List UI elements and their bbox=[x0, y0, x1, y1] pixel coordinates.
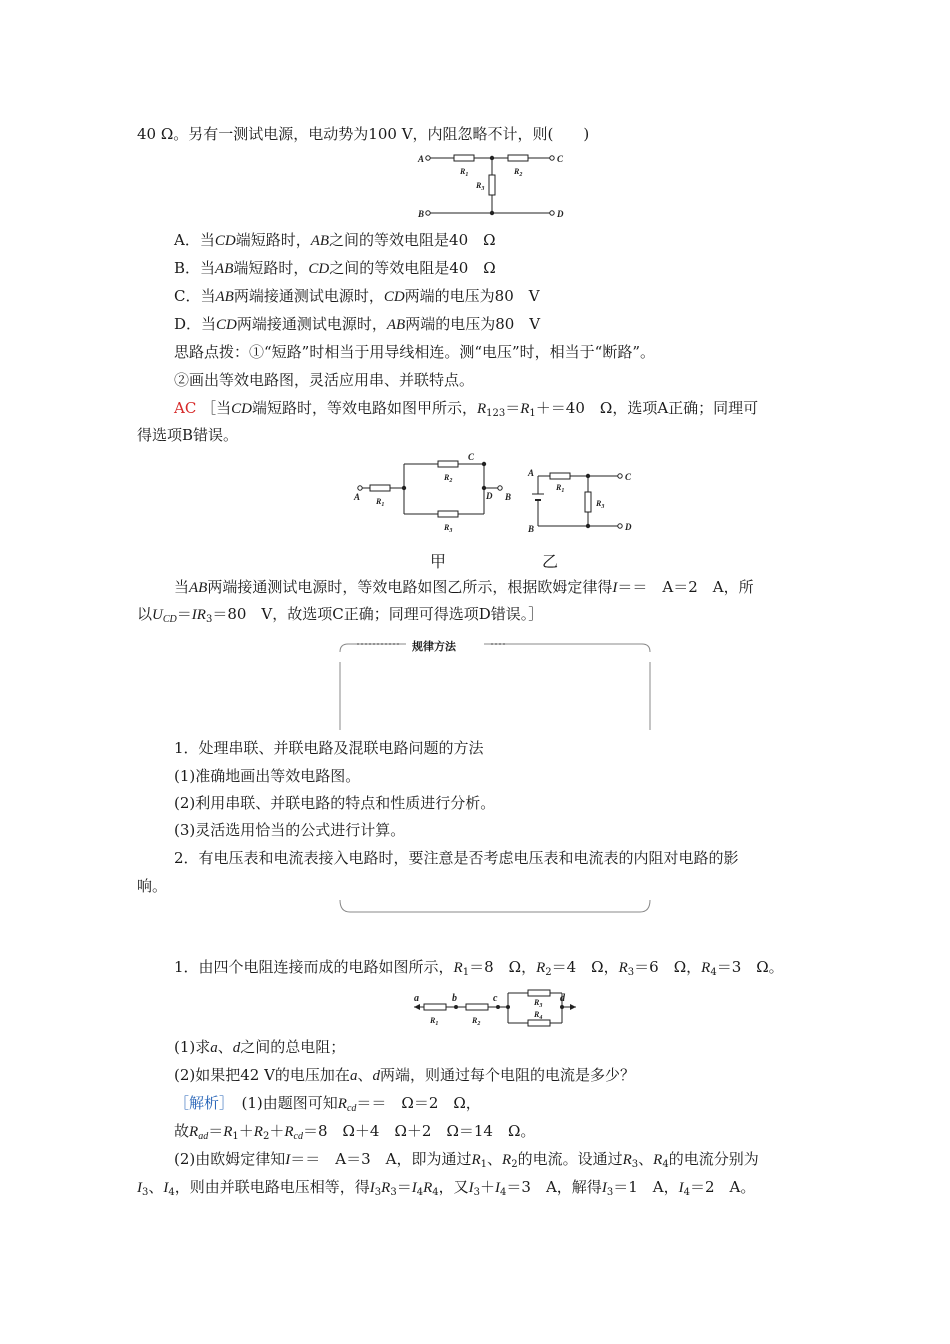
ex1-s4-d: ，又 bbox=[438, 1178, 469, 1196]
option-a-post: 之间的等效电阻是40 Ω bbox=[329, 231, 496, 249]
fig4-label-b: b bbox=[452, 993, 457, 1004]
fig4-label-c: c bbox=[493, 993, 498, 1004]
fig2-r1: R bbox=[376, 497, 382, 506]
ex1-s3-f: 的电流分别为 bbox=[668, 1150, 759, 1168]
answer-l1-r1-sub: 1 bbox=[529, 408, 536, 419]
ex1-s4-i4b: I bbox=[411, 1180, 417, 1196]
exercise-part-2 bbox=[174, 1065, 635, 1086]
answer-line-2: 得选项B错误。 bbox=[137, 426, 239, 444]
hint-line-1: 思路点拨：①“短路”时相当于用导线相连。测“电压”时，相当于“断路”。 bbox=[174, 343, 656, 361]
ex1-s2-r1: R bbox=[223, 1124, 233, 1140]
fig1-label-c: C bbox=[557, 154, 564, 164]
exercise-part-1 bbox=[174, 1037, 345, 1058]
fig4-r3: R bbox=[534, 998, 540, 1007]
method-line-6: 响。 bbox=[137, 877, 168, 895]
fig4-r1: R bbox=[430, 1016, 436, 1025]
ex1-s2-rcd: R bbox=[284, 1124, 294, 1140]
fig4-r2-sub: 2 bbox=[477, 1021, 481, 1027]
fig2-r2-sub: 2 bbox=[449, 478, 453, 484]
fig3-label-b: B bbox=[528, 524, 535, 534]
ex1-r3-sub: 3 bbox=[627, 967, 635, 978]
option-c-var1: AB bbox=[215, 289, 234, 305]
ex1-s2-ad: ad bbox=[198, 1131, 209, 1142]
ex1-s4-4c: 4 bbox=[432, 1187, 439, 1198]
option-b-mid: 端短路时， bbox=[233, 259, 309, 277]
method-line-5: 2．有电压表和电流表接入电路时，要注意是否考虑电压表和电流表的内阻对电路的影 bbox=[174, 849, 739, 867]
ex1-s2-cd: cd bbox=[293, 1131, 303, 1142]
ex1-p2-a: (2)如果把42 V的电压加在 bbox=[174, 1066, 350, 1084]
ex1-p1-b: 、 bbox=[217, 1038, 233, 1056]
fig2-label-d: D bbox=[486, 491, 493, 501]
ex1-r3-val: ＝6 Ω， bbox=[634, 958, 702, 976]
ex1-s4-i3d: I bbox=[601, 1180, 607, 1196]
ex1-s4-3e: 3 bbox=[606, 1187, 614, 1198]
answer-line-1 bbox=[174, 398, 758, 419]
answer-l1-c: ＝ bbox=[505, 399, 521, 417]
svg-text:R3 bbox=[533, 998, 542, 1009]
answer-l1-d: ＋＝40 Ω，选项A正确；同理可 bbox=[535, 399, 759, 417]
answer-l1-cd: CD bbox=[231, 401, 252, 417]
ex1-s1-cd: cd bbox=[346, 1103, 357, 1114]
question-intro: 40 Ω。另有一测试电源，电动势为100 V，内阻忽略不计，则( ) bbox=[137, 125, 590, 143]
svg-text:R1 bbox=[429, 1016, 438, 1027]
fig3-label-c: C bbox=[625, 472, 632, 482]
circuit-figure-1 bbox=[418, 150, 568, 222]
method-line-2: (1)准确地画出等效电路图。 bbox=[174, 767, 361, 785]
hint-line-2: ②画出等效电路图，灵活应用串、并联特点。 bbox=[174, 371, 475, 389]
option-b bbox=[174, 258, 496, 279]
ex1-s3-r4: R bbox=[653, 1152, 663, 1168]
fig2-label-a: A bbox=[354, 492, 361, 502]
ex1-s4-3b: 3 bbox=[374, 1187, 382, 1198]
ex1-s2-1: 1 bbox=[232, 1131, 239, 1142]
circuit-figure-yi bbox=[524, 466, 639, 536]
ex1-s2-a: 故 bbox=[174, 1122, 190, 1140]
fig2-r3-sub: 3 bbox=[449, 528, 453, 534]
ex1-s3-r1: R bbox=[471, 1152, 481, 1168]
method-line-4: (3)灵活选用恰当的公式进行计算。 bbox=[174, 821, 406, 839]
ex1-s2-r: R bbox=[189, 1124, 199, 1140]
ex1-p1-v1: a bbox=[210, 1040, 218, 1056]
fig3-r1-sub: 1 bbox=[561, 488, 565, 494]
ex1-r2-val: ＝4 Ω， bbox=[551, 958, 619, 976]
exp-l2-c: ＝80 V，故选项C正确；同理可得选项D错误。］ bbox=[212, 605, 544, 623]
answer-l1-r: R bbox=[476, 401, 487, 417]
ex1-s4-3: 3 bbox=[142, 1187, 149, 1198]
ex1-r1-sub: 1 bbox=[462, 967, 470, 978]
option-c-post: 两端的电压为80 V bbox=[404, 287, 540, 305]
ex1-s1-r: R bbox=[337, 1096, 347, 1112]
exercise-question bbox=[174, 957, 784, 978]
fig2-r2: R bbox=[444, 473, 450, 482]
option-d-var2: AB bbox=[386, 317, 406, 333]
fig1-r1: R bbox=[460, 167, 466, 176]
ex1-s4-4d: 4 bbox=[500, 1187, 507, 1198]
fig4-r4: R bbox=[534, 1010, 540, 1019]
fig2-label-b: B bbox=[505, 492, 512, 502]
answer-l1-a: ［当 bbox=[201, 399, 232, 417]
ex1-s4-g: ＝1 A， bbox=[613, 1178, 679, 1196]
method-line-1: 1．处理串联、并联电路及混联电路问题的方法 bbox=[174, 739, 484, 757]
exp-l1-i: I bbox=[612, 580, 618, 596]
ex1-s3-r3: R bbox=[622, 1152, 632, 1168]
ex1-r4: R bbox=[701, 960, 711, 976]
fig3-r1: R bbox=[556, 483, 562, 492]
ex1-s3-3: 3 bbox=[631, 1159, 639, 1170]
ex1-s4-i4d: I bbox=[678, 1180, 684, 1196]
svg-text:R1 bbox=[375, 497, 384, 508]
ex1-s1-b: ＝＝ Ω＝2 Ω， bbox=[356, 1094, 481, 1112]
option-d-mid: 两端接通测试电源时， bbox=[236, 315, 387, 333]
fig2-r3: R bbox=[444, 523, 450, 532]
method-title: 规律方法 bbox=[412, 640, 456, 653]
fig4-r2: R bbox=[472, 1016, 478, 1025]
svg-text:R1 bbox=[555, 483, 564, 494]
option-b-pre: B．当 bbox=[174, 259, 216, 277]
option-a-mid: 端短路时， bbox=[235, 231, 311, 249]
exp-l2-ir: IR bbox=[191, 607, 206, 623]
option-c bbox=[174, 286, 540, 307]
exp-l2-3: 3 bbox=[205, 614, 213, 625]
option-d-post: 两端的电压为80 V bbox=[405, 315, 541, 333]
ex1-s2-r2: R bbox=[253, 1124, 263, 1140]
ex1-p2-c: 两端，则通过每个电阻的电流是多少？ bbox=[379, 1066, 635, 1084]
method-box-frame bbox=[336, 638, 654, 920]
ex1-r4-sub: 4 bbox=[710, 967, 717, 978]
ex1-s4-i4: I bbox=[163, 1180, 169, 1196]
answer-l1-sub: 123 bbox=[486, 408, 506, 419]
answer-l1-b: 端短路时，等效电路如图甲所示， bbox=[251, 399, 477, 417]
svg-text:R2 bbox=[471, 1016, 480, 1027]
solution-tag: ［解析］ bbox=[174, 1094, 227, 1112]
option-d-var1: CD bbox=[216, 317, 237, 333]
fig1-r2: R bbox=[514, 167, 520, 176]
ex1-s4-r4: R bbox=[423, 1180, 433, 1196]
ex1-r2: R bbox=[536, 960, 546, 976]
exp-l1-b: 两端接通测试电源时，等效电路如图乙所示，根据欧姆定律得 bbox=[207, 578, 613, 596]
ex1-s2-c: ＋ bbox=[238, 1122, 254, 1140]
svg-text:R4 bbox=[533, 1010, 542, 1021]
figure-caption-yi: 乙 bbox=[542, 552, 559, 571]
fig2-label-c: C bbox=[468, 452, 475, 462]
ex1-p1-c: 之间的总电阻； bbox=[240, 1038, 346, 1056]
answer-key: AC bbox=[174, 399, 197, 417]
ex1-s3-b: ＝＝ A＝3 A，即为通过 bbox=[290, 1150, 472, 1168]
ex1-s2-d: ＋ bbox=[269, 1122, 285, 1140]
svg-text:R3 bbox=[595, 499, 604, 510]
exp-l1-ab: AB bbox=[189, 580, 208, 596]
ex1-s4-e: ＋ bbox=[480, 1178, 496, 1196]
ex1-s4-f: ＝3 A，解得 bbox=[506, 1178, 602, 1196]
ex1-q-a: 1．由四个电阻连接而成的电路如图所示， bbox=[174, 958, 454, 976]
explain-line-2 bbox=[137, 604, 543, 625]
ex1-s2-2: 2 bbox=[262, 1131, 270, 1142]
fig1-r1-sub: 1 bbox=[465, 172, 469, 178]
option-a-var1: CD bbox=[214, 233, 236, 249]
ex1-s2-b: ＝ bbox=[208, 1122, 224, 1140]
ex1-s4-i3: I bbox=[137, 1180, 142, 1196]
circuit-figure-4 bbox=[410, 987, 580, 1033]
ex1-s4-i4c: I bbox=[495, 1180, 501, 1196]
ex1-s4-3d: 3 bbox=[473, 1187, 481, 1198]
ex1-s4-i3c: I bbox=[468, 1180, 474, 1196]
exp-l2-cd: CD bbox=[162, 614, 177, 625]
ex1-p2-v2: d bbox=[372, 1068, 380, 1084]
ex1-s3-r2: R bbox=[502, 1152, 512, 1168]
figure-caption-jia: 甲 bbox=[430, 552, 447, 571]
svg-text:R2 bbox=[443, 473, 452, 484]
option-c-mid: 两端接通测试电源时， bbox=[233, 287, 384, 305]
solution-line-1 bbox=[174, 1093, 481, 1114]
method-line-3: (2)利用串联、并联电路的特点和性质进行分析。 bbox=[174, 794, 496, 812]
fig2-r1-sub: 1 bbox=[381, 502, 385, 508]
svg-text:R2 bbox=[513, 167, 522, 178]
solution-line-2 bbox=[174, 1121, 535, 1142]
ex1-s4-b: ，则由并联电路电压相等，得 bbox=[174, 1178, 370, 1196]
ex1-s3-e: 、 bbox=[638, 1150, 654, 1168]
fig1-label-b: B bbox=[418, 209, 425, 219]
exp-l1-c: ＝＝ A＝2 A，所 bbox=[617, 578, 754, 596]
exp-l2-b: ＝ bbox=[176, 605, 192, 623]
option-c-pre: C．当 bbox=[174, 287, 216, 305]
ex1-s2-e: ＝8 Ω＋4 Ω＋2 Ω＝14 Ω。 bbox=[302, 1122, 536, 1140]
option-a-pre: A．当 bbox=[174, 231, 215, 249]
exp-l1-a: 当 bbox=[174, 578, 190, 596]
ex1-s1-a: (1)由题图可知 bbox=[226, 1094, 338, 1112]
option-d-pre: D．当 bbox=[174, 315, 217, 333]
ex1-s3-i: I bbox=[285, 1152, 291, 1168]
fig1-r3: R bbox=[476, 181, 482, 190]
ex1-s4-4: 4 bbox=[168, 1187, 175, 1198]
ex1-s4-h: ＝2 A。 bbox=[689, 1178, 756, 1196]
ex1-s4-3c: 3 bbox=[390, 1187, 397, 1198]
explain-line-1 bbox=[174, 577, 754, 598]
ex1-s3-1: 1 bbox=[480, 1159, 488, 1170]
option-a bbox=[174, 230, 496, 251]
fig4-r1-sub: 1 bbox=[435, 1021, 439, 1027]
fig1-r3-sub: 3 bbox=[481, 186, 485, 192]
ex1-p2-v1: a bbox=[349, 1068, 358, 1084]
ex1-s3-4: 4 bbox=[662, 1159, 669, 1170]
exp-l2-a: 以 bbox=[137, 605, 153, 623]
ex1-r4-val: ＝3 Ω。 bbox=[716, 958, 784, 976]
exp-l2-u: U bbox=[152, 607, 163, 623]
fig1-label-d: D bbox=[557, 209, 564, 219]
ex1-s3-c: 、 bbox=[487, 1150, 503, 1168]
option-b-var2: CD bbox=[308, 261, 330, 277]
option-b-var1: AB bbox=[215, 261, 234, 277]
ex1-s4-i3b: I bbox=[369, 1180, 375, 1196]
fig3-label-d: D bbox=[625, 522, 632, 532]
option-d bbox=[174, 314, 540, 335]
svg-text:R1 bbox=[459, 167, 468, 178]
option-b-post: 之间的等效电阻是40 Ω bbox=[329, 259, 496, 277]
fig4-r3-sub: 3 bbox=[539, 1003, 543, 1009]
solution-line-4 bbox=[137, 1177, 755, 1198]
fig1-r2-sub: 2 bbox=[519, 172, 523, 178]
solution-line-3 bbox=[174, 1149, 759, 1170]
fig3-r3: R bbox=[596, 499, 602, 508]
circuit-figure-jia bbox=[352, 452, 522, 534]
ex1-p2-b: 、 bbox=[357, 1066, 373, 1084]
ex1-p1-a: (1)求 bbox=[174, 1038, 211, 1056]
ex1-s4-r3: R bbox=[381, 1180, 391, 1196]
fig4-label-d: d bbox=[560, 993, 565, 1004]
ex1-r2-sub: 2 bbox=[545, 967, 552, 978]
ex1-s4-c: ＝ bbox=[396, 1178, 412, 1196]
ex1-s3-d: 的电流。设通过 bbox=[517, 1150, 623, 1168]
svg-text:R3 bbox=[443, 523, 452, 534]
fig3-r3-sub: 3 bbox=[601, 504, 605, 510]
ex1-p1-v2: d bbox=[232, 1040, 241, 1056]
option-c-var2: CD bbox=[383, 289, 405, 305]
option-a-var2: AB bbox=[310, 233, 330, 249]
ex1-r3: R bbox=[618, 960, 628, 976]
answer-l1-r1: R bbox=[520, 401, 530, 417]
ex1-s3-2: 2 bbox=[511, 1159, 518, 1170]
fig1-label-a: A bbox=[418, 154, 425, 164]
ex1-r1: R bbox=[453, 960, 463, 976]
ex1-s4-a: 、 bbox=[148, 1178, 164, 1196]
fig4-label-a: a bbox=[414, 993, 419, 1004]
svg-text:R3 bbox=[475, 181, 484, 192]
fig3-label-a: A bbox=[528, 468, 535, 478]
ex1-r1-val: ＝8 Ω， bbox=[469, 958, 537, 976]
ex1-s4-4b: 4 bbox=[416, 1187, 424, 1198]
ex1-s3-a: (2)由欧姆定律知 bbox=[174, 1150, 286, 1168]
ex1-s4-4e: 4 bbox=[683, 1187, 690, 1198]
fig4-r4-sub: 4 bbox=[539, 1015, 543, 1021]
